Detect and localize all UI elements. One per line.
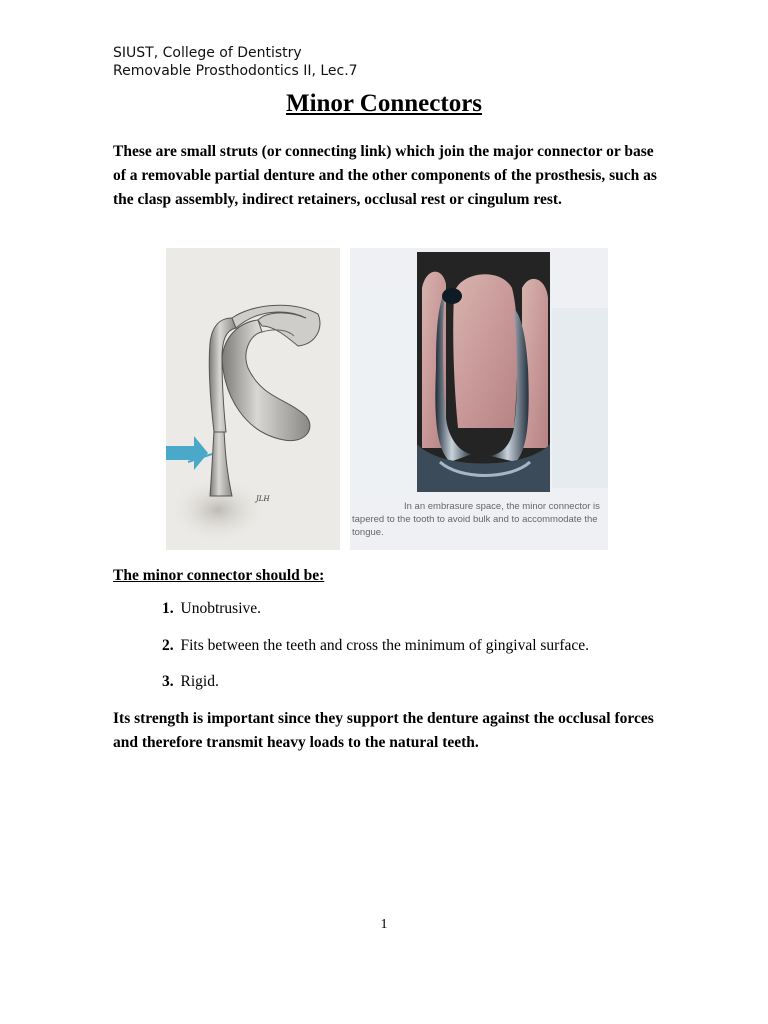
caption-line-1: In an embrasure space, the minor connector is xyxy=(404,501,600,512)
closing-paragraph: Its strength is important since they support the denture against the occlusal forces and therefore transmit heavy loads to the natural teeth. xyxy=(113,710,654,751)
arrow-head xyxy=(194,436,208,470)
list-number: 3. xyxy=(162,673,174,690)
caption-line-3: tongue. xyxy=(352,527,384,538)
requirements-list xyxy=(162,600,589,710)
list-text: Unobtrusive. xyxy=(180,600,262,617)
list-text: Fits between the teeth and cross the minimum of gingival surface. xyxy=(180,636,589,654)
connector-drawing xyxy=(166,248,340,550)
page-title: Minor Connectors xyxy=(285,90,483,117)
caption-line-2: tapered to the tooth to avoid bulk and to accommodate the xyxy=(352,514,598,525)
list-item xyxy=(162,637,589,674)
arrow-shaft xyxy=(166,446,196,460)
list-item xyxy=(162,600,589,637)
header-institution: SIUST, College of Dentistry xyxy=(113,45,302,61)
document-header xyxy=(113,44,358,80)
header-course: Removable Prosthodontics II, Lec.7 xyxy=(113,63,358,79)
illustrator-signature: JLH xyxy=(256,495,270,503)
requirements-heading: The minor connector should be: xyxy=(113,567,325,584)
minor-connector-illustration xyxy=(166,248,340,550)
list-number: 1. xyxy=(162,600,174,617)
list-number: 2. xyxy=(162,636,174,654)
photo-caption xyxy=(352,500,606,539)
intro-paragraph: These are small struts (or connecting link) which join the major connector or base of a removable partial denture and the other components of the prosthesis, such as the clasp assembly, indirect retainers, occlusal rest or cingulum rest. xyxy=(113,143,657,208)
list-text: Rigid. xyxy=(180,673,219,690)
page-number: 1 xyxy=(380,917,388,932)
list-item xyxy=(162,673,589,710)
